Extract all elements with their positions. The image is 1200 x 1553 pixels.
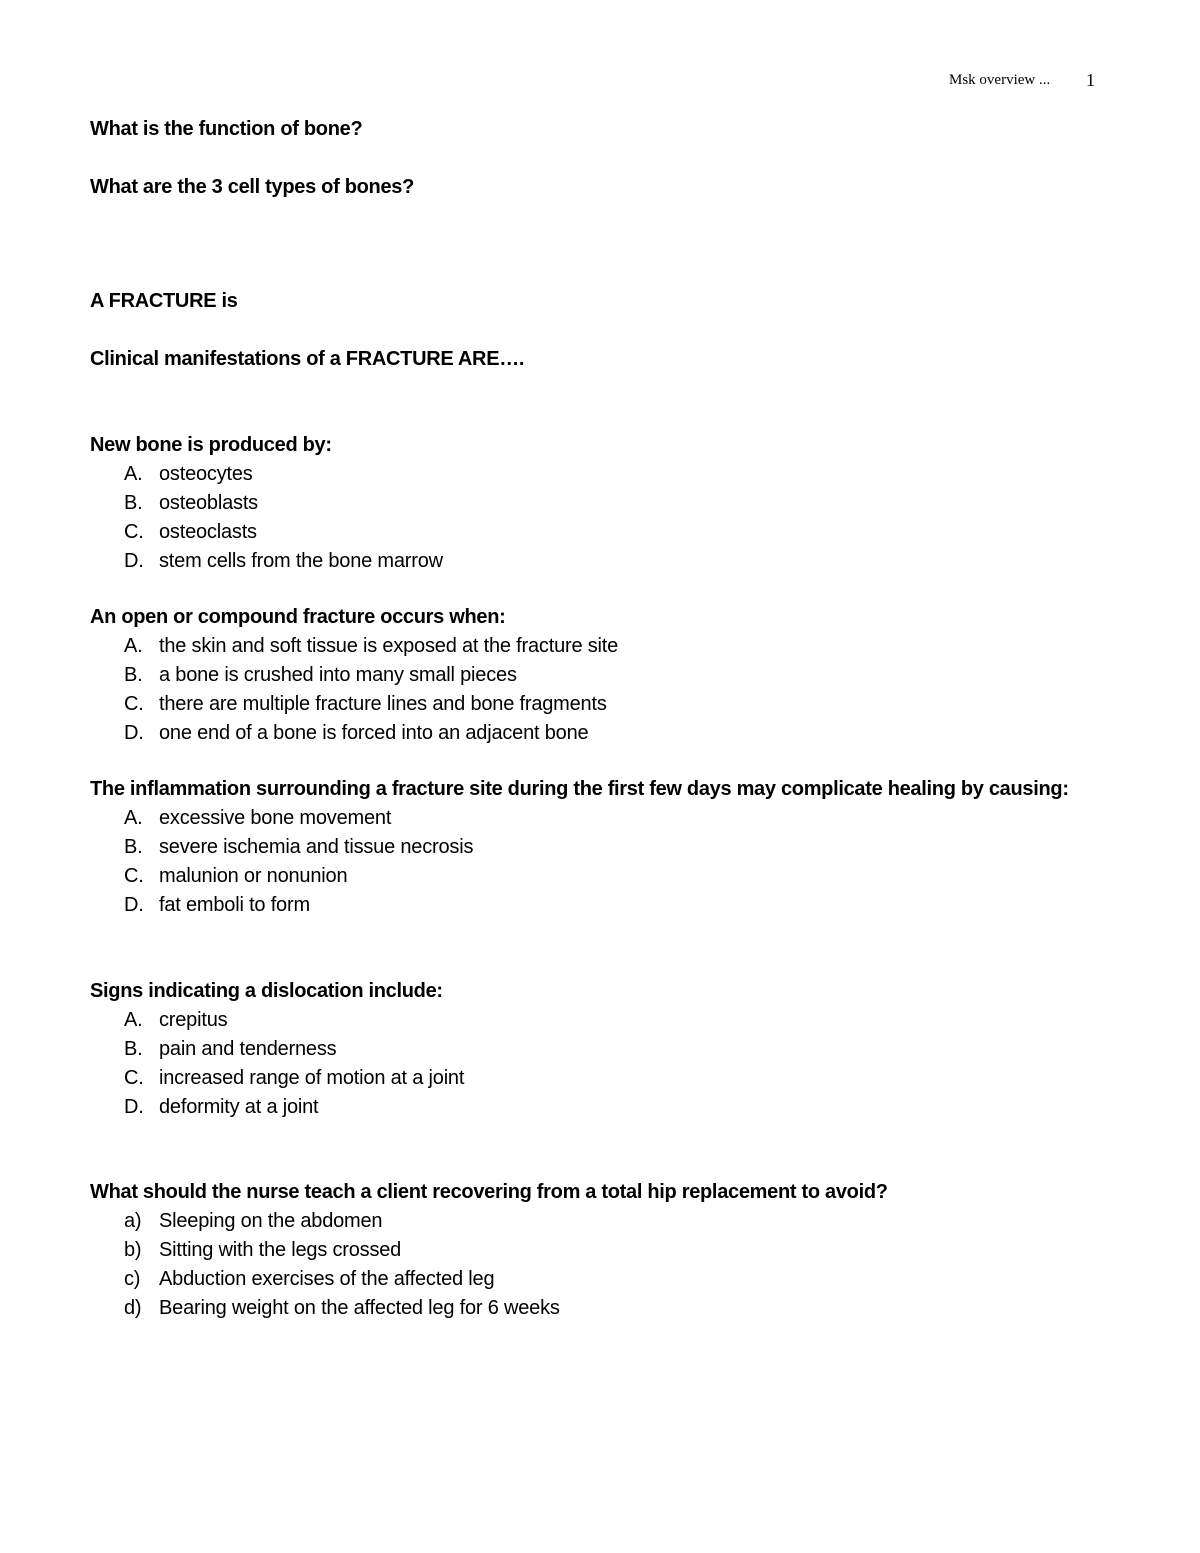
question-hip-replacement: [90, 1177, 1100, 1323]
question-new-bone: [90, 430, 1100, 576]
option-text: stem cells from the bone marrow: [159, 550, 443, 572]
option-letter: B.: [124, 1038, 143, 1060]
option-letter: B.: [124, 492, 143, 514]
option-letter: C.: [124, 1067, 144, 1089]
question-text: Clinical manifestations of a FRACTURE ARE….: [90, 348, 525, 370]
option-letter: C.: [124, 865, 144, 887]
answer-option: [90, 891, 1100, 920]
option-text: increased range of motion at a joint: [159, 1067, 465, 1089]
option-text: excessive bone movement: [159, 807, 392, 829]
answer-options: [90, 460, 1100, 576]
question-text: What should the nurse teach a client recovering from a total hip replacement to avoid?: [90, 1181, 888, 1203]
answer-options: [90, 1207, 1100, 1323]
option-text: the skin and soft tissue is exposed at the fracture site: [159, 635, 619, 657]
answer-option: [90, 460, 1100, 489]
option-text: there are multiple fracture lines and bone fragments: [159, 693, 607, 715]
option-letter: A.: [124, 807, 143, 829]
answer-option: [90, 1207, 1100, 1236]
option-letter: d): [124, 1297, 142, 1319]
option-text: Abduction exercises of the affected leg: [159, 1268, 495, 1290]
question-fracture-manifestations: [90, 344, 1100, 374]
option-letter: A.: [124, 1009, 143, 1031]
question-text: New bone is produced by:: [90, 434, 332, 456]
option-text: Sleeping on the abdomen: [159, 1210, 383, 1232]
option-letter: A.: [124, 635, 143, 657]
option-text: fat emboli to form: [159, 894, 310, 916]
option-text: osteocytes: [159, 463, 253, 485]
answer-option: [90, 1064, 1100, 1093]
answer-option: [90, 518, 1100, 547]
option-letter: B.: [124, 836, 143, 858]
option-letter: C.: [124, 693, 144, 715]
page-number: 1: [1086, 70, 1095, 90]
option-text: one end of a bone is forced into an adjacent bone: [159, 722, 589, 744]
question-text: A FRACTURE is: [90, 290, 238, 312]
option-text: a bone is crushed into many small pieces: [159, 664, 517, 686]
answer-option: [90, 1035, 1100, 1064]
option-text: deformity at a joint: [159, 1096, 319, 1118]
answer-option: [90, 489, 1100, 518]
answer-option: [90, 862, 1100, 891]
option-letter: a): [124, 1210, 142, 1232]
option-text: crepitus: [159, 1009, 228, 1031]
question-open-fracture: [90, 602, 1100, 748]
option-text: osteoclasts: [159, 521, 257, 543]
question-text: The inflammation surrounding a fracture site during the first few days may complicate healing by causing:: [90, 778, 1069, 800]
question-text: An open or compound fracture occurs when:: [90, 606, 506, 628]
option-letter: D.: [124, 1096, 144, 1118]
option-letter: D.: [124, 894, 144, 916]
option-letter: b): [124, 1239, 142, 1261]
option-letter: D.: [124, 550, 144, 572]
option-text: severe ischemia and tissue necrosis: [159, 836, 474, 858]
question-dislocation: [90, 976, 1100, 1122]
option-letter: B.: [124, 664, 143, 686]
page-header: [949, 70, 1099, 92]
option-text: osteoblasts: [159, 492, 258, 514]
answer-option: [90, 661, 1100, 690]
question-text: What is the function of bone?: [90, 118, 363, 140]
option-letter: A.: [124, 463, 143, 485]
question-inflammation: [90, 775, 1100, 920]
option-text: Bearing weight on the affected leg for 6 weeks: [159, 1297, 560, 1319]
answer-options: [90, 632, 1100, 748]
question-text: Signs indicating a dislocation include:: [90, 980, 443, 1002]
answer-option: [90, 690, 1100, 719]
option-letter: c): [124, 1268, 141, 1290]
question-text: What are the 3 cell types of bones?: [90, 176, 415, 198]
answer-options: [90, 1006, 1100, 1122]
answer-option: [90, 833, 1100, 862]
answer-option: [90, 719, 1100, 748]
answer-option: [90, 1093, 1100, 1122]
answer-options: [90, 804, 1100, 920]
question-fracture-definition: [90, 286, 1100, 316]
header-title: Msk overview ...: [949, 72, 1051, 88]
option-letter: D.: [124, 722, 144, 744]
question-bone-function: [90, 114, 1100, 144]
option-text: malunion or nonunion: [159, 865, 348, 887]
answer-option: [90, 1265, 1100, 1294]
answer-option: [90, 547, 1100, 576]
answer-option: [90, 1236, 1100, 1265]
answer-option: [90, 804, 1100, 833]
answer-option: [90, 1006, 1100, 1035]
option-text: pain and tenderness: [159, 1038, 337, 1060]
answer-option: [90, 1294, 1100, 1323]
answer-option: [90, 632, 1100, 661]
option-text: Sitting with the legs crossed: [159, 1239, 402, 1261]
question-bone-cell-types: [90, 172, 1100, 202]
option-letter: C.: [124, 521, 144, 543]
